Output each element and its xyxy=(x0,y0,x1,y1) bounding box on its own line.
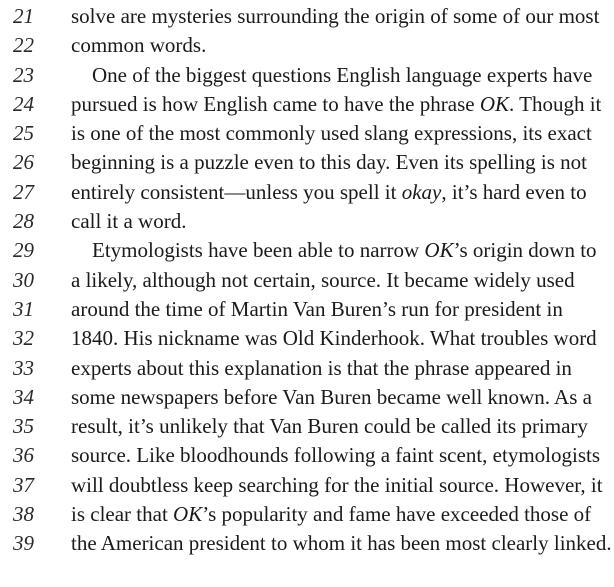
passage-line xyxy=(0,529,614,558)
text-segment: Etymologists have been able to narrow xyxy=(92,238,425,263)
text-segment: solve are mysteries surrounding the origin of some of our most xyxy=(71,4,600,28)
line-number: 29 xyxy=(13,238,34,263)
line-text xyxy=(92,63,592,87)
line-text xyxy=(71,92,601,116)
text-segment: beginning is a puzzle even to this day. Even its spelling is not xyxy=(71,150,587,175)
italic-term: OK xyxy=(479,91,510,116)
text-segment: source. Like bloodhounds following a faint scent, etymologists xyxy=(71,443,600,468)
line-number: 24 xyxy=(13,91,34,116)
text-segment: entirely consistent—unless you spell it xyxy=(71,179,402,204)
line-text xyxy=(71,473,603,497)
passage-line xyxy=(0,148,614,177)
passage-line xyxy=(0,266,614,295)
passage-line xyxy=(0,236,614,265)
passage-line xyxy=(0,119,614,148)
text-segment: One of the biggest questions English language experts have xyxy=(92,62,593,87)
line-text xyxy=(71,209,186,233)
line-text xyxy=(71,502,591,526)
text-segment: result, it’s unlikely that Van Buren could be called its primary xyxy=(71,414,588,439)
line-text xyxy=(71,180,587,204)
line-text xyxy=(71,385,592,409)
passage-line xyxy=(0,500,614,529)
passage-line xyxy=(0,61,614,90)
passage-line xyxy=(0,441,614,470)
line-text xyxy=(71,268,575,292)
line-text xyxy=(71,121,592,145)
line-number: 39 xyxy=(13,531,34,556)
line-number: 21 xyxy=(13,4,34,28)
text-segment: around the time of Martin Van Buren’s run for president in xyxy=(71,296,563,321)
line-text xyxy=(71,150,587,174)
line-number: 23 xyxy=(13,62,34,87)
italic-term: OK xyxy=(173,502,203,527)
line-text xyxy=(71,414,588,438)
passage-line xyxy=(0,207,614,236)
text-segment: is clear that xyxy=(71,502,174,527)
line-text xyxy=(71,4,599,28)
line-text xyxy=(71,326,597,350)
line-number: 36 xyxy=(13,443,34,468)
line-number: 38 xyxy=(13,502,34,527)
italic-term: OK xyxy=(424,238,454,263)
text-segment: ’s popularity and fame have exceeded those of xyxy=(202,502,592,527)
text-segment: will doubtless keep searching for the initial source. However, it xyxy=(71,472,603,497)
line-number: 33 xyxy=(13,355,34,380)
text-segment: call it a word. xyxy=(71,209,187,234)
line-text xyxy=(92,238,597,262)
line-text xyxy=(71,297,563,321)
passage-line xyxy=(0,90,614,119)
passage-line xyxy=(0,178,614,207)
text-segment: pursued is how English came to have the phrase xyxy=(71,91,480,116)
line-number: 22 xyxy=(13,33,34,58)
text-segment: , it’s hard even to xyxy=(441,179,587,204)
passage-line xyxy=(0,324,614,353)
italic-term: okay xyxy=(401,179,442,204)
line-number: 30 xyxy=(13,267,34,292)
text-segment: the American president to whom it has been most clearly linked. xyxy=(71,531,612,556)
text-segment: 1840. His nickname was Old Kinderhook. What troubles word xyxy=(71,326,597,351)
line-number: 26 xyxy=(13,150,34,175)
line-number: 32 xyxy=(13,326,34,351)
line-number: 35 xyxy=(13,414,34,439)
line-text xyxy=(71,531,612,555)
line-number: 27 xyxy=(13,179,34,204)
passage-line xyxy=(0,471,614,500)
text-segment: ’s origin down to xyxy=(453,238,597,263)
passage-line xyxy=(0,412,614,441)
passage-line xyxy=(0,295,614,324)
line-text xyxy=(71,33,206,57)
line-text xyxy=(71,356,572,380)
text-segment: some newspapers before Van Buren became well known. As a xyxy=(71,384,592,409)
passage-line xyxy=(0,31,614,60)
text-segment: is one of the most commonly used slang expressions, its exact xyxy=(71,121,592,146)
reading-passage xyxy=(0,2,614,559)
line-number: 37 xyxy=(13,472,34,497)
text-segment: . Though it xyxy=(509,91,602,116)
text-segment: a likely, although not certain, source. It became widely used xyxy=(71,267,575,292)
line-number: 31 xyxy=(13,296,34,321)
line-number: 28 xyxy=(13,209,34,234)
passage-line xyxy=(0,354,614,383)
passage-line xyxy=(0,383,614,412)
text-segment: common words. xyxy=(71,33,207,58)
line-number: 34 xyxy=(13,384,34,409)
line-text xyxy=(71,443,600,467)
text-segment: experts about this explanation is that the phrase appeared in xyxy=(71,355,572,380)
passage-line xyxy=(0,2,614,31)
line-number: 25 xyxy=(13,121,34,146)
